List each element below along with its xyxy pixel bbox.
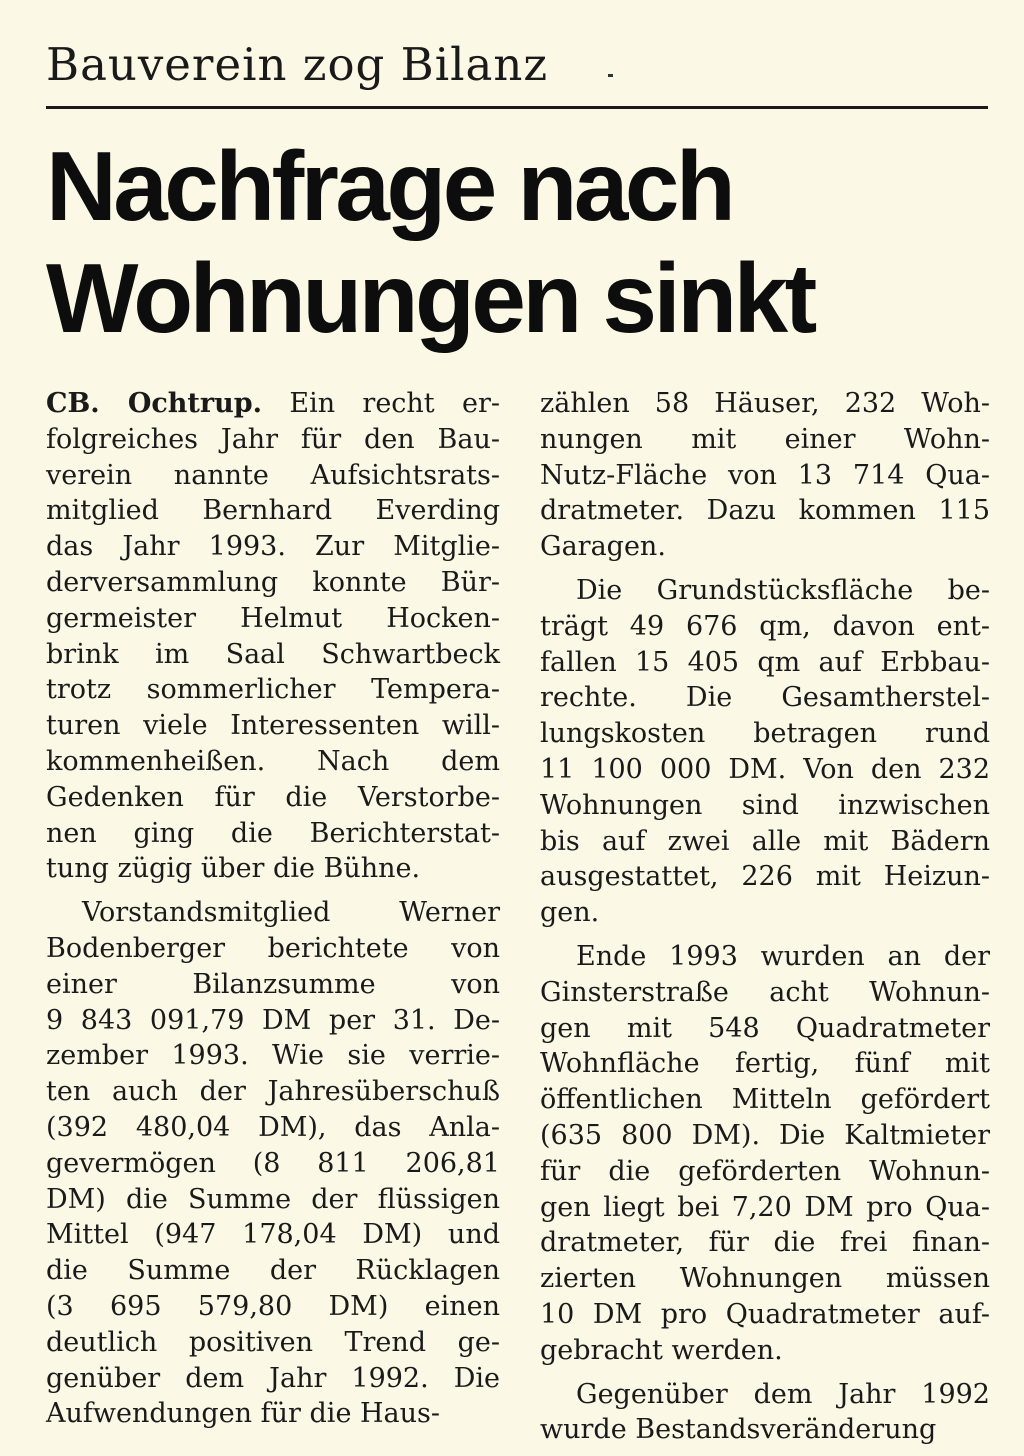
article-paragraph bbox=[540, 573, 990, 931]
text-line: dratmeter, für die frei finan- bbox=[540, 1227, 990, 1259]
text-line: 9 843 091,79 DM per 31. De- bbox=[46, 1004, 500, 1036]
text-line: fallen 15 405 qm auf Erbbau- bbox=[540, 646, 990, 678]
text-line: gevermögen (8 811 206,81 bbox=[46, 1147, 500, 1179]
text-line: das Jahr 1993. Zur Mitglie- bbox=[46, 531, 500, 563]
text-line bbox=[46, 386, 500, 422]
text-fragment: Ein recht er- bbox=[262, 388, 500, 419]
text-line: lungskosten betragen rund bbox=[540, 718, 990, 750]
text-line: Bodenberger berichtete von bbox=[46, 932, 500, 964]
text-line: Aufwendungen für die Haus- bbox=[46, 1398, 441, 1430]
text-line: Wohnfläche fertig, fünf mit bbox=[540, 1048, 990, 1080]
text-line: ausgestattet, 226 mit Heizun- bbox=[540, 861, 990, 893]
text-line: (635 800 DM). Die Kaltmieter bbox=[540, 1119, 990, 1151]
text-line: nungen mit einer Wohn- bbox=[540, 423, 990, 455]
text-line: brink im Saal Schwartbeck bbox=[46, 638, 500, 670]
text-line: (3 695 579,80 DM) einen bbox=[46, 1290, 500, 1322]
text-line: Mittel (947 178,04 DM) und bbox=[46, 1219, 500, 1251]
text-line: ten auch der Jahresüberschuß bbox=[46, 1076, 500, 1108]
text-line: gen mit 548 Quadratmeter bbox=[540, 1012, 990, 1044]
text-line: deutlich positiven Trend ge- bbox=[46, 1326, 500, 1358]
text-line: turen viele Interessenten will- bbox=[46, 710, 500, 742]
kicker-rule bbox=[46, 106, 988, 109]
text-line: Wohnungen sind inzwischen bbox=[540, 789, 990, 821]
text-line: (392 480,04 DM), das Anla- bbox=[46, 1111, 500, 1143]
kicker: Bauverein zog Bilanz bbox=[46, 38, 549, 91]
text-line: Vorstandsmitglied Werner bbox=[82, 897, 500, 929]
text-line: bis auf zwei alle mit Bädern bbox=[540, 825, 990, 857]
text-line: trotz sommerlicher Tempera- bbox=[46, 674, 500, 706]
article-paragraph bbox=[540, 1377, 990, 1449]
text-line: DM) die Summe der flüssigen bbox=[46, 1183, 500, 1215]
text-line: rechte. Die Gesamtherstel- bbox=[540, 682, 990, 714]
dateline: CB. Ochtrup. bbox=[46, 388, 263, 419]
text-line: öffentlichen Mitteln gefördert bbox=[540, 1084, 990, 1116]
print-speck bbox=[608, 74, 613, 77]
article-paragraph bbox=[46, 386, 500, 887]
headline bbox=[46, 130, 1006, 354]
text-line: derversammlung konnte Bür- bbox=[46, 566, 500, 598]
article-paragraph bbox=[46, 895, 500, 1432]
text-line: gen. bbox=[540, 897, 600, 929]
text-line: verein nannte Aufsichtsrats- bbox=[46, 459, 500, 491]
column-left bbox=[46, 386, 500, 1440]
text-line: trägt 49 676 qm, davon ent- bbox=[540, 610, 990, 642]
text-line: zählen 58 Häuser, 232 Woh- bbox=[540, 388, 990, 419]
text-line: die Summe der Rücklagen bbox=[46, 1255, 500, 1287]
text-line: nen ging die Berichterstat- bbox=[46, 817, 500, 849]
text-line: Gegenüber dem Jahr 1992 bbox=[576, 1378, 990, 1410]
text-line: zember 1993. Wie sie verrie- bbox=[46, 1040, 500, 1072]
text-line: dratmeter. Dazu kommen 115 bbox=[540, 495, 990, 527]
text-line: genüber dem Jahr 1992. Die bbox=[46, 1362, 500, 1394]
text-line: Garagen. bbox=[540, 531, 666, 563]
text-line: gen liegt bei 7,20 DM pro Qua- bbox=[540, 1191, 990, 1223]
text-line: wurde Bestandsveränderung bbox=[540, 1414, 937, 1446]
text-line: für die geförderten Wohnun- bbox=[540, 1155, 990, 1187]
text-line: 10 DM pro Quadratmeter auf- bbox=[540, 1298, 990, 1330]
article-paragraph bbox=[540, 386, 990, 565]
text-line: folgreiches Jahr für den Bau- bbox=[46, 423, 500, 455]
headline-line: Nachfrage nach bbox=[46, 131, 733, 241]
text-line: Nutz-Fläche von 13 714 Qua- bbox=[540, 459, 990, 491]
headline-line: Wohnungen sinkt bbox=[46, 243, 814, 353]
text-line: zierten Wohnungen müssen bbox=[540, 1263, 990, 1295]
text-line: Ende 1993 wurden an der bbox=[576, 940, 990, 972]
text-line: kommenheißen. Nach dem bbox=[46, 745, 500, 777]
text-line: tung zügig über die Bühne. bbox=[46, 853, 421, 885]
column-right bbox=[540, 386, 990, 1456]
text-line: 11 100 000 DM. Von den 232 bbox=[540, 753, 990, 785]
text-line: einer Bilanzsumme von bbox=[46, 968, 500, 1000]
text-line: gebracht werden. bbox=[540, 1334, 783, 1366]
text-line: germeister Helmut Hocken- bbox=[46, 602, 500, 634]
text-line: Die Grundstücksfläche be- bbox=[576, 574, 990, 606]
text-line: Ginsterstraße acht Wohnun- bbox=[540, 976, 990, 1008]
text-line: Gedenken für die Verstorbe- bbox=[46, 781, 500, 813]
text-line: mitglied Bernhard Everding bbox=[46, 495, 500, 527]
article-paragraph bbox=[540, 939, 990, 1369]
